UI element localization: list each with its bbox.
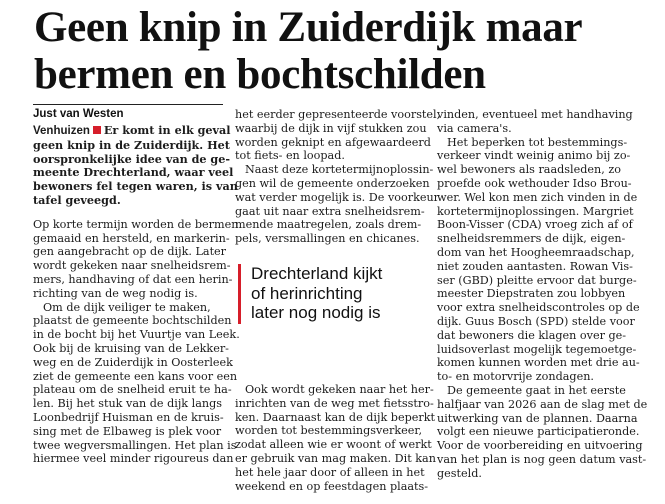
body-line: De gemeente gaat in het eerste <box>447 383 626 397</box>
body-line: ken. Daarnaast kan de dijk beperkt <box>235 410 435 424</box>
lead-line: oorspronkelijke idee van de ge- <box>33 151 231 166</box>
body-line: komen kunnen worden met drie au- <box>437 356 640 370</box>
body-line: weg en de Zuiderdijk in Oosterleek <box>33 355 233 369</box>
body-line: via camera's. <box>437 121 512 135</box>
body-line: hiermee veel minder rigoureus dan <box>33 452 234 466</box>
body-line: Om de dijk veiliger te maken, <box>43 300 211 314</box>
pull-quote <box>238 264 431 324</box>
body-line: kortetermijnoplossingen. Margriet <box>437 204 634 218</box>
body-line: niet zouden aantasten. Rowan Vis- <box>437 259 633 273</box>
body-line: van het plan is nog geen datum vast- <box>437 452 647 466</box>
byline-rule <box>33 104 223 105</box>
column-1 <box>33 123 240 466</box>
body-line: het hele jaar door of alleen in het <box>235 465 425 479</box>
body-line: wer. Wel kon men zich vinden in de <box>437 190 638 204</box>
body-line: worden tot bestemmingsverkeer, <box>235 424 423 438</box>
pull-quote-line: of herinrichting <box>251 283 363 303</box>
body-line: in de bocht bij het Vuurtje van Leek. <box>33 328 240 342</box>
byline: Just van Westen <box>33 108 124 120</box>
body-line: het eerder gepresenteerde voorstel, <box>235 108 441 121</box>
body-line: volgt een nieuwe participatieronde. <box>437 425 640 439</box>
body-line: uitwerking van de plannen. Daarna <box>437 411 638 425</box>
body-line: dijk. Guus Bosch (SPD) stelde voor <box>437 314 635 328</box>
pull-quote-line: Drechterland kijkt <box>251 264 383 283</box>
body-line: er gebruik van mag maken. Dit kan <box>235 451 436 465</box>
body-line: Voor de voorbereiding en uitvoering <box>437 439 643 453</box>
lead-line: bewoners fel tegen waren, is van <box>33 179 238 194</box>
body-line: Ook wordt gekeken naar het her- <box>245 383 434 396</box>
column-2-bottom <box>235 383 436 493</box>
body-line: wordt gekeken naar snelheidsrem- <box>33 259 231 273</box>
body-line: sing met de Elbaweg is plek voor <box>33 424 222 438</box>
body-line: meester Diepstraten zou lobbyen <box>437 287 626 301</box>
pull-quote-line: later nog nodig is <box>251 303 381 322</box>
body-line: verkeer vindt weinig animo bij zo- <box>437 149 631 163</box>
lead-line: geen knip in de Zuiderdijk. Het <box>33 137 230 152</box>
body-line: tot fiets- en loopad. <box>235 149 345 163</box>
body-line: snelheidsremmers de dijk, eigen- <box>437 232 626 246</box>
body-line: weekend en op feestdagen plaats- <box>235 479 429 493</box>
body-line: zodat alleen wie er woont of werkt <box>235 438 432 452</box>
body-line: Boon-Visser (CDA) vroeg zich af of <box>437 218 633 232</box>
lead-line: tafel geveegd. <box>33 192 121 207</box>
column-2 <box>235 108 441 246</box>
body-line: ser (GBD) pleitte ervoor dat burge- <box>437 273 637 287</box>
body-line: proefde ook wethouder Idso Brou- <box>437 176 632 190</box>
body-line: Ook bij de kruising van de Lekker- <box>33 341 229 355</box>
body-line: mers, handhaving of dat een herin- <box>33 272 233 286</box>
body-line: gemaaid en hersteld, en markerin- <box>33 231 230 245</box>
body-line: gaat uit naar extra snelheidsrem- <box>235 204 425 218</box>
lead-text: Er komt in elk geval <box>103 123 231 137</box>
body-line: gen aangebracht op de dijk. Later <box>33 245 227 259</box>
body-line: pels, versmallingen en chicanes. <box>235 232 420 246</box>
lead-line <box>33 123 231 139</box>
body-line: Naast deze kortetermijnoplossin- <box>245 163 434 177</box>
body-line: halfjaar van 2026 aan de slag met de <box>437 397 648 411</box>
body-line: mende maatregelen, zoals drem- <box>235 218 422 232</box>
body-line: inrichten van de weg met fietsstro- <box>235 396 434 410</box>
red-square-icon <box>93 126 101 134</box>
lead-line: meente Drechterland, waar veel <box>33 165 234 180</box>
body-line: waarbij de dijk in vijf stukken zou <box>235 121 427 135</box>
body-line: luidsoverlast mogelijk tegemoetge- <box>437 342 637 356</box>
body-line: Loonbedrijf Huisman en de kruis- <box>33 410 224 424</box>
body-line: worden geknipt en afgewaardeerd <box>235 135 431 149</box>
body-line: plateau om de snelheid eruit te ha- <box>33 383 232 397</box>
body-line: gesteld. <box>437 466 482 480</box>
headline-line-1: Geen knip in Zuiderdijk maar <box>34 4 583 51</box>
column-3 <box>437 108 648 481</box>
body-line: twee wegversmallingen. Het plan is <box>33 438 237 452</box>
body-line: voor extra snelheidscontroles op de <box>437 301 640 315</box>
dateline: Venhuizen <box>33 125 90 137</box>
headline-line-2: bermen en bochtschilden <box>34 51 486 98</box>
body-line: richting van de weg nodig is. <box>33 286 198 300</box>
body-line: plaatst de gemeente bochtschilden <box>33 314 232 328</box>
body-line: dom van het Hoogheemraadschap, <box>437 245 635 259</box>
body-line: ziet de gemeente een kans voor een <box>33 369 238 383</box>
body-line: wel bewoners als raadsleden, zo <box>437 163 621 177</box>
body-line: wat verder mogelijk is. De voorkeur <box>235 190 440 204</box>
body-line: dat bewoners die klagen over ge- <box>437 328 627 342</box>
body-line: to- en motorvrije zondagen. <box>437 370 594 384</box>
body-line: vinden, eventueel met handhaving <box>437 108 633 121</box>
body-line: len. Bij het stuk van de dijk langs <box>33 397 222 411</box>
headline <box>34 4 659 98</box>
body-line: Het beperken tot bestemmings- <box>447 135 628 149</box>
body-line: gen wil de gemeente onderzoeken <box>235 176 430 190</box>
body-line: Op korte termijn worden de bermen <box>33 217 239 231</box>
